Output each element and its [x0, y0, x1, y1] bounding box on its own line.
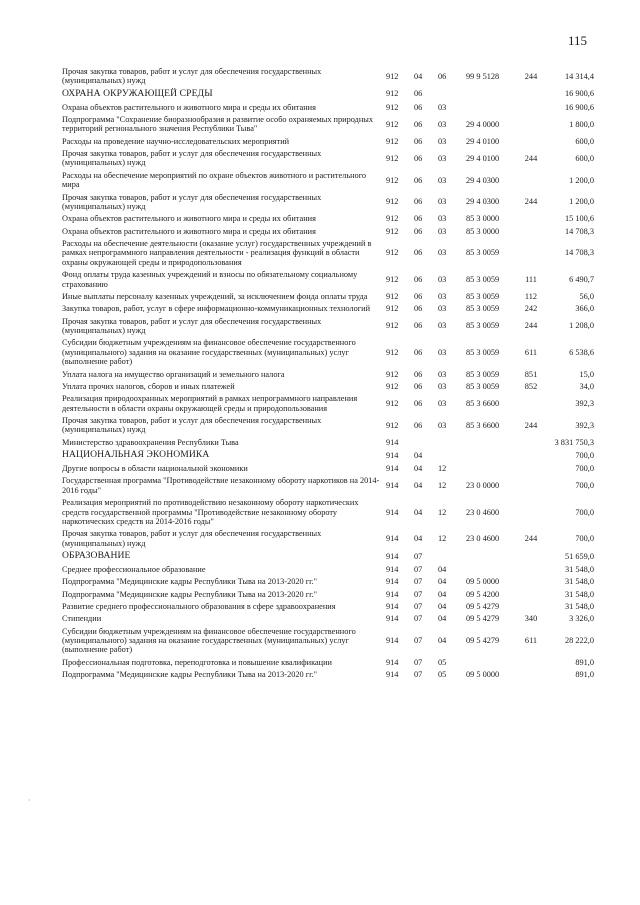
row-amount: 6 538,6	[569, 347, 594, 357]
row-expense-type: 111	[525, 274, 537, 284]
table-row	[62, 449, 594, 463]
row-amount: 1 208,0	[569, 321, 594, 331]
row-name: Субсидии бюджетным учреждениям на финансовое обеспечение государственного (муниципального) задания на оказание государственных (муниципальных) услуг (выполнение работ)	[62, 338, 356, 367]
table-row	[62, 291, 594, 303]
table-row	[62, 213, 594, 225]
row-subsection-code: 03	[438, 369, 447, 379]
row-target-article: 09 5 4279	[466, 601, 500, 611]
row-name: Профессиональная подготовка, переподготовка и повышение квалификации	[62, 657, 332, 667]
row-target-article: 85 3 0059	[466, 369, 500, 379]
row-target-article: 09 5 4200	[466, 589, 500, 599]
table-row	[62, 475, 594, 497]
row-target-article: 09 5 4279	[466, 614, 500, 624]
row-section-code: 04	[414, 481, 423, 491]
row-subsection-code: 03	[438, 175, 447, 185]
row-target-article: 23 0 0000	[466, 481, 500, 491]
row-ved-code: 914	[386, 481, 399, 491]
table-row	[62, 564, 594, 576]
row-target-article: 09 5 0000	[466, 577, 500, 587]
row-amount: 891,0	[575, 670, 594, 680]
row-subsection-code: 03	[438, 420, 447, 430]
row-section-code: 06	[414, 119, 423, 129]
row-ved-code: 914	[386, 614, 399, 624]
row-amount: 14 314,4	[564, 71, 594, 81]
row-target-article: 29 4 0100	[466, 153, 500, 163]
row-expense-type: 851	[524, 369, 538, 379]
table-row	[62, 528, 594, 550]
row-name: Подпрограмма "Медицинские кадры Республики Тыва на 2013-2020 гг."	[62, 589, 318, 599]
table-row	[62, 601, 594, 613]
row-name: Охрана объектов растительного и животного мира и среды их обитания	[62, 226, 316, 236]
row-section-code: 07	[414, 601, 423, 611]
row-name: Среднее профессиональное образование	[62, 564, 206, 574]
row-section-code: 04	[414, 533, 423, 543]
row-subsection-code: 06	[438, 71, 447, 81]
row-ved-code: 912	[386, 248, 399, 258]
row-expense-type: 244	[524, 153, 538, 163]
row-amount: 15,0	[579, 369, 594, 379]
row-target-article: 85 3 6600	[466, 399, 500, 409]
row-ved-code: 914	[386, 577, 399, 587]
row-name: Прочая закупка товаров, работ и услуг для обеспечения государственных (муниципальных) нужд	[62, 149, 322, 168]
table-row	[62, 316, 594, 338]
row-subsection-code: 05	[438, 657, 447, 667]
page-number: 115	[568, 33, 588, 48]
row-section-code: 06	[414, 291, 423, 301]
row-subsection-code: 04	[438, 636, 447, 646]
row-section-code: 04	[414, 450, 423, 460]
row-ved-code: 914	[386, 507, 399, 517]
row-target-article: 85 3 0059	[466, 347, 500, 357]
row-section-code: 07	[414, 614, 423, 624]
row-target-article: 29 4 0300	[466, 197, 500, 207]
row-ved-code: 914	[386, 464, 399, 474]
row-expense-type: 852	[524, 381, 538, 391]
row-ved-code: 914	[386, 589, 399, 599]
row-name: Развитие среднего профессионального образования в сфере здравоохранения	[62, 601, 336, 611]
row-subsection-code: 03	[438, 119, 447, 129]
row-ved-code: 912	[386, 420, 399, 430]
row-ved-code: 912	[386, 399, 399, 409]
table-row	[62, 550, 594, 564]
row-subsection-code: 03	[438, 102, 447, 112]
row-amount: 600,0	[575, 136, 594, 146]
row-ved-code: 912	[386, 369, 399, 379]
row-name: Охрана объектов растительного и животного мира и среды их обитания	[62, 214, 316, 224]
row-section-code: 07	[414, 657, 423, 667]
row-ved-code: 912	[386, 136, 399, 146]
row-expense-type: 244	[524, 197, 538, 207]
row-name: Расходы на обеспечение деятельности (оказание услуг) государственных учреждений в рамках непрограммного направления деятельности - реализация функций в области охраны окружающей среды и природопользования	[62, 239, 372, 267]
row-subsection-code: 04	[438, 601, 447, 611]
table-row	[62, 589, 594, 601]
table-row	[62, 136, 594, 148]
row-subsection-code: 03	[438, 347, 447, 357]
row-amount: 34,0	[579, 381, 594, 391]
row-subsection-code: 03	[438, 214, 447, 224]
row-amount: 14 708,3	[564, 248, 594, 258]
row-ved-code: 914	[386, 551, 399, 561]
row-ved-code: 912	[386, 304, 399, 314]
table-row	[62, 226, 594, 238]
row-section-code: 06	[414, 274, 423, 284]
row-target-article: 09 5 4279	[466, 636, 500, 646]
row-name: Подпрограмма "Медицинские кадры Республики Тыва на 2013-2020 гг."	[62, 670, 318, 680]
row-target-article: 85 3 6600	[466, 420, 500, 430]
table-row	[62, 657, 594, 669]
row-target-article: 85 3 0059	[466, 248, 500, 258]
row-amount: 3 831 750,3	[554, 437, 594, 447]
row-name: Министерство здравоохранения Республики Тыва	[62, 437, 239, 447]
row-section-code: 06	[414, 197, 423, 207]
row-ved-code: 914	[386, 657, 399, 667]
row-name: НАЦИОНАЛЬНАЯ ЭКОНОМИКА	[62, 449, 210, 461]
row-name: Прочая закупка товаров, работ и услуг для обеспечения государственных (муниципальных) нужд	[62, 529, 322, 548]
row-subsection-code: 03	[438, 321, 447, 331]
scan-mark: ·	[28, 796, 31, 805]
table-row	[62, 148, 594, 170]
row-amount: 14 708,3	[564, 226, 594, 236]
row-section-code: 07	[414, 564, 423, 574]
row-section-code: 07	[414, 577, 423, 587]
row-target-article: 85 3 0059	[466, 274, 500, 284]
row-target-article: 85 3 0000	[466, 214, 500, 224]
row-target-article: 29 4 0000	[466, 119, 500, 129]
row-name: Охрана объектов растительного и животного мира и среды их обитания	[62, 102, 316, 112]
row-section-code: 07	[414, 636, 423, 646]
row-subsection-code: 04	[438, 577, 447, 587]
table-row	[62, 337, 594, 368]
row-ved-code: 912	[386, 102, 399, 112]
row-ved-code: 912	[386, 381, 399, 391]
row-amount: 31 548,0	[564, 589, 594, 599]
row-subsection-code: 03	[438, 399, 447, 409]
table-row	[62, 381, 594, 393]
row-subsection-code: 12	[438, 481, 447, 491]
row-target-article: 85 3 0059	[466, 381, 500, 391]
row-amount: 31 548,0	[564, 577, 594, 587]
row-amount: 700,0	[575, 464, 594, 474]
table-row	[62, 669, 594, 681]
row-expense-type: 611	[524, 347, 538, 357]
row-amount: 56,0	[579, 291, 594, 301]
row-name: Уплата прочих налогов, сборов и иных платежей	[62, 381, 235, 391]
row-subsection-code: 05	[438, 670, 447, 680]
row-target-article: 85 3 0059	[466, 321, 500, 331]
row-section-code: 07	[414, 670, 423, 680]
row-subsection-code: 04	[438, 614, 447, 624]
row-subsection-code: 12	[438, 464, 447, 474]
row-amount: 16 900,6	[564, 102, 594, 112]
table-row	[62, 170, 594, 192]
row-name: Прочая закупка товаров, работ и услуг для обеспечения государственных (муниципальных) нужд	[62, 67, 322, 86]
row-ved-code: 914	[386, 601, 399, 611]
row-section-code: 07	[414, 589, 423, 599]
row-section-code: 06	[414, 420, 423, 430]
row-amount: 15 100,6	[564, 214, 594, 224]
row-amount: 891,0	[575, 657, 594, 667]
row-ved-code: 912	[386, 321, 399, 331]
table-row	[62, 613, 594, 625]
row-target-article: 23 0 4600	[466, 533, 500, 543]
row-expense-type: 244	[524, 71, 538, 81]
row-ved-code: 912	[386, 153, 399, 163]
row-amount: 700,0	[575, 481, 594, 491]
row-expense-type: 112	[524, 291, 538, 301]
row-ved-code: 912	[386, 89, 399, 99]
row-expense-type: 244	[524, 321, 538, 331]
row-section-code: 06	[414, 175, 423, 185]
row-section-code: 06	[414, 136, 423, 146]
table-row	[62, 369, 594, 381]
table-row	[62, 102, 594, 114]
row-section-code: 06	[414, 89, 423, 99]
row-amount: 700,0	[575, 450, 594, 460]
row-ved-code: 912	[386, 197, 399, 207]
row-amount: 1 200,0	[569, 197, 594, 207]
row-section-code: 06	[414, 102, 423, 112]
row-subsection-code: 03	[438, 226, 447, 236]
row-name: ОХРАНА ОКРУЖАЮЩЕЙ СРЕДЫ	[62, 87, 213, 99]
row-subsection-code: 03	[438, 274, 447, 284]
row-ved-code: 914	[386, 564, 399, 574]
row-subsection-code: 12	[438, 507, 447, 517]
row-subsection-code: 03	[438, 248, 447, 258]
row-amount: 366,0	[575, 304, 594, 314]
row-name: Прочая закупка товаров, работ и услуг для обеспечения государственных (муниципальных) нужд	[62, 416, 322, 435]
row-amount: 31 548,0	[564, 601, 594, 611]
row-ved-code: 914	[386, 636, 399, 646]
row-amount: 600,0	[575, 153, 594, 163]
row-name: ОБРАЗОВАНИЕ	[62, 550, 131, 562]
row-amount: 6 490,7	[569, 274, 594, 284]
row-subsection-code: 03	[438, 381, 447, 391]
row-target-article: 29 4 0300	[466, 175, 500, 185]
row-ved-code: 914	[386, 450, 399, 460]
table-row	[62, 238, 594, 269]
row-subsection-code: 04	[438, 564, 447, 574]
table-row	[62, 114, 594, 136]
row-section-code: 06	[414, 304, 423, 314]
row-name: Реализация природоохранных мероприятий в рамках непрограммного направления деятельности в области охраны окружающей среды и природопользования	[62, 394, 358, 413]
row-amount: 700,0	[575, 507, 594, 517]
row-amount: 16 900,6	[564, 89, 594, 99]
row-target-article: 85 3 0059	[466, 304, 500, 314]
row-ved-code: 912	[386, 214, 399, 224]
row-expense-type: 244	[524, 533, 538, 543]
row-ved-code: 912	[386, 71, 399, 81]
table-row	[62, 576, 594, 588]
row-expense-type: 242	[524, 304, 538, 314]
row-subsection-code: 03	[438, 153, 447, 163]
row-section-code: 06	[414, 153, 423, 163]
row-name: Расходы на проведение научно-исследовательских мероприятий	[62, 136, 290, 146]
table-row	[62, 88, 594, 102]
row-target-article: 29 4 0100	[466, 136, 500, 146]
table-row	[62, 66, 594, 88]
row-section-code: 04	[414, 464, 423, 474]
row-section-code: 06	[414, 321, 423, 331]
row-name: Расходы на обеспечение мероприятий по охране объектов животного и растительного мира	[62, 170, 367, 190]
row-target-article: 85 3 0059	[466, 291, 500, 301]
row-ved-code: 914	[386, 437, 399, 447]
row-name: Фонд оплаты труда казенных учреждений и взносы по обязательному социальному страхованию	[62, 270, 358, 289]
row-amount: 28 222,0	[564, 636, 594, 646]
row-section-code: 06	[414, 381, 423, 391]
row-amount: 700,0	[575, 533, 594, 543]
row-section-code: 07	[414, 551, 423, 561]
row-name: Закупка товаров, работ, услуг в сфере информационно-коммуникационных технологий	[62, 304, 371, 314]
row-ved-code: 912	[386, 274, 399, 284]
row-section-code: 06	[414, 399, 423, 409]
budget-table	[62, 66, 594, 682]
table-row	[62, 626, 594, 657]
row-section-code: 06	[414, 226, 423, 236]
table-row	[62, 415, 594, 437]
row-name: Реализация мероприятий по противодействию незаконному обороту наркотических средств государственной программы "Противодействие незаконному обороту наркотических средств на 2014-2016 годы"	[62, 498, 359, 526]
row-name: Прочая закупка товаров, работ и услуг для обеспечения государственных (муниципальных) нужд	[62, 316, 322, 336]
table-row	[62, 463, 594, 475]
row-ved-code: 912	[386, 119, 399, 129]
row-ved-code: 912	[386, 226, 399, 236]
row-section-code: 04	[414, 71, 423, 81]
row-ved-code: 914	[386, 670, 399, 680]
row-amount: 1 800,0	[569, 119, 594, 129]
row-subsection-code: 03	[438, 291, 447, 301]
row-target-article: 23 0 4600	[466, 507, 500, 517]
row-section-code: 06	[414, 347, 423, 357]
row-amount: 392,3	[575, 420, 594, 430]
row-amount: 31 548,0	[564, 564, 594, 574]
row-target-article: 85 3 0000	[466, 226, 500, 236]
table-row	[62, 393, 594, 415]
table-row	[62, 303, 594, 315]
table-row	[62, 437, 594, 449]
row-target-article: 09 5 0000	[466, 670, 500, 680]
row-name: Уплата налога на имущество организаций и земельного налога	[62, 369, 285, 379]
row-expense-type: 244	[524, 420, 538, 430]
row-subsection-code: 04	[438, 589, 447, 599]
row-name: Другие вопросы в области национальной экономики	[62, 464, 248, 474]
row-expense-type: 611	[524, 636, 538, 646]
row-amount: 51 659,0	[564, 551, 594, 561]
row-name: Подпрограмма "Сохранение биоразнообразия и развитие особо охраняемых природных территорий регионального значения Республики Тыва"	[62, 114, 374, 134]
row-name: Прочая закупка товаров, работ и услуг для обеспечения государственных (муниципальных) нужд	[62, 192, 322, 211]
row-amount: 1 200,0	[569, 175, 594, 185]
row-section-code: 06	[414, 214, 423, 224]
row-name: Иные выплаты персоналу казенных учреждений, за исключением фонда оплаты труда	[62, 291, 368, 301]
row-section-code: 06	[414, 248, 423, 258]
row-ved-code: 912	[386, 347, 399, 357]
table-row	[62, 497, 594, 528]
row-section-code: 06	[414, 369, 423, 379]
table-row	[62, 192, 594, 214]
row-subsection-code: 03	[438, 304, 447, 314]
row-name: Стипендии	[62, 614, 102, 624]
row-subsection-code: 12	[438, 533, 447, 543]
row-expense-type: 340	[524, 614, 538, 624]
row-section-code: 04	[414, 507, 423, 517]
table-row	[62, 269, 594, 291]
row-name: Подпрограмма "Медицинские кадры Республики Тыва на 2013-2020 гг."	[62, 577, 318, 587]
row-amount: 392,3	[575, 399, 594, 409]
row-name: Государственная программа "Противодействие незаконному обороту наркотиков на 2014-2016 годы"	[62, 476, 380, 495]
row-ved-code: 912	[386, 291, 399, 301]
row-subsection-code: 03	[438, 197, 447, 207]
row-amount: 3 326,0	[569, 614, 594, 624]
row-ved-code: 914	[386, 533, 399, 543]
row-ved-code: 912	[386, 175, 399, 185]
row-target-article: 99 9 5128	[466, 71, 500, 81]
row-subsection-code: 03	[438, 136, 447, 146]
row-name: Субсидии бюджетным учреждениям на финансовое обеспечение государственного (муниципального) задания на оказание государственных (муниципальных) услуг (выполнение работ)	[62, 626, 356, 655]
